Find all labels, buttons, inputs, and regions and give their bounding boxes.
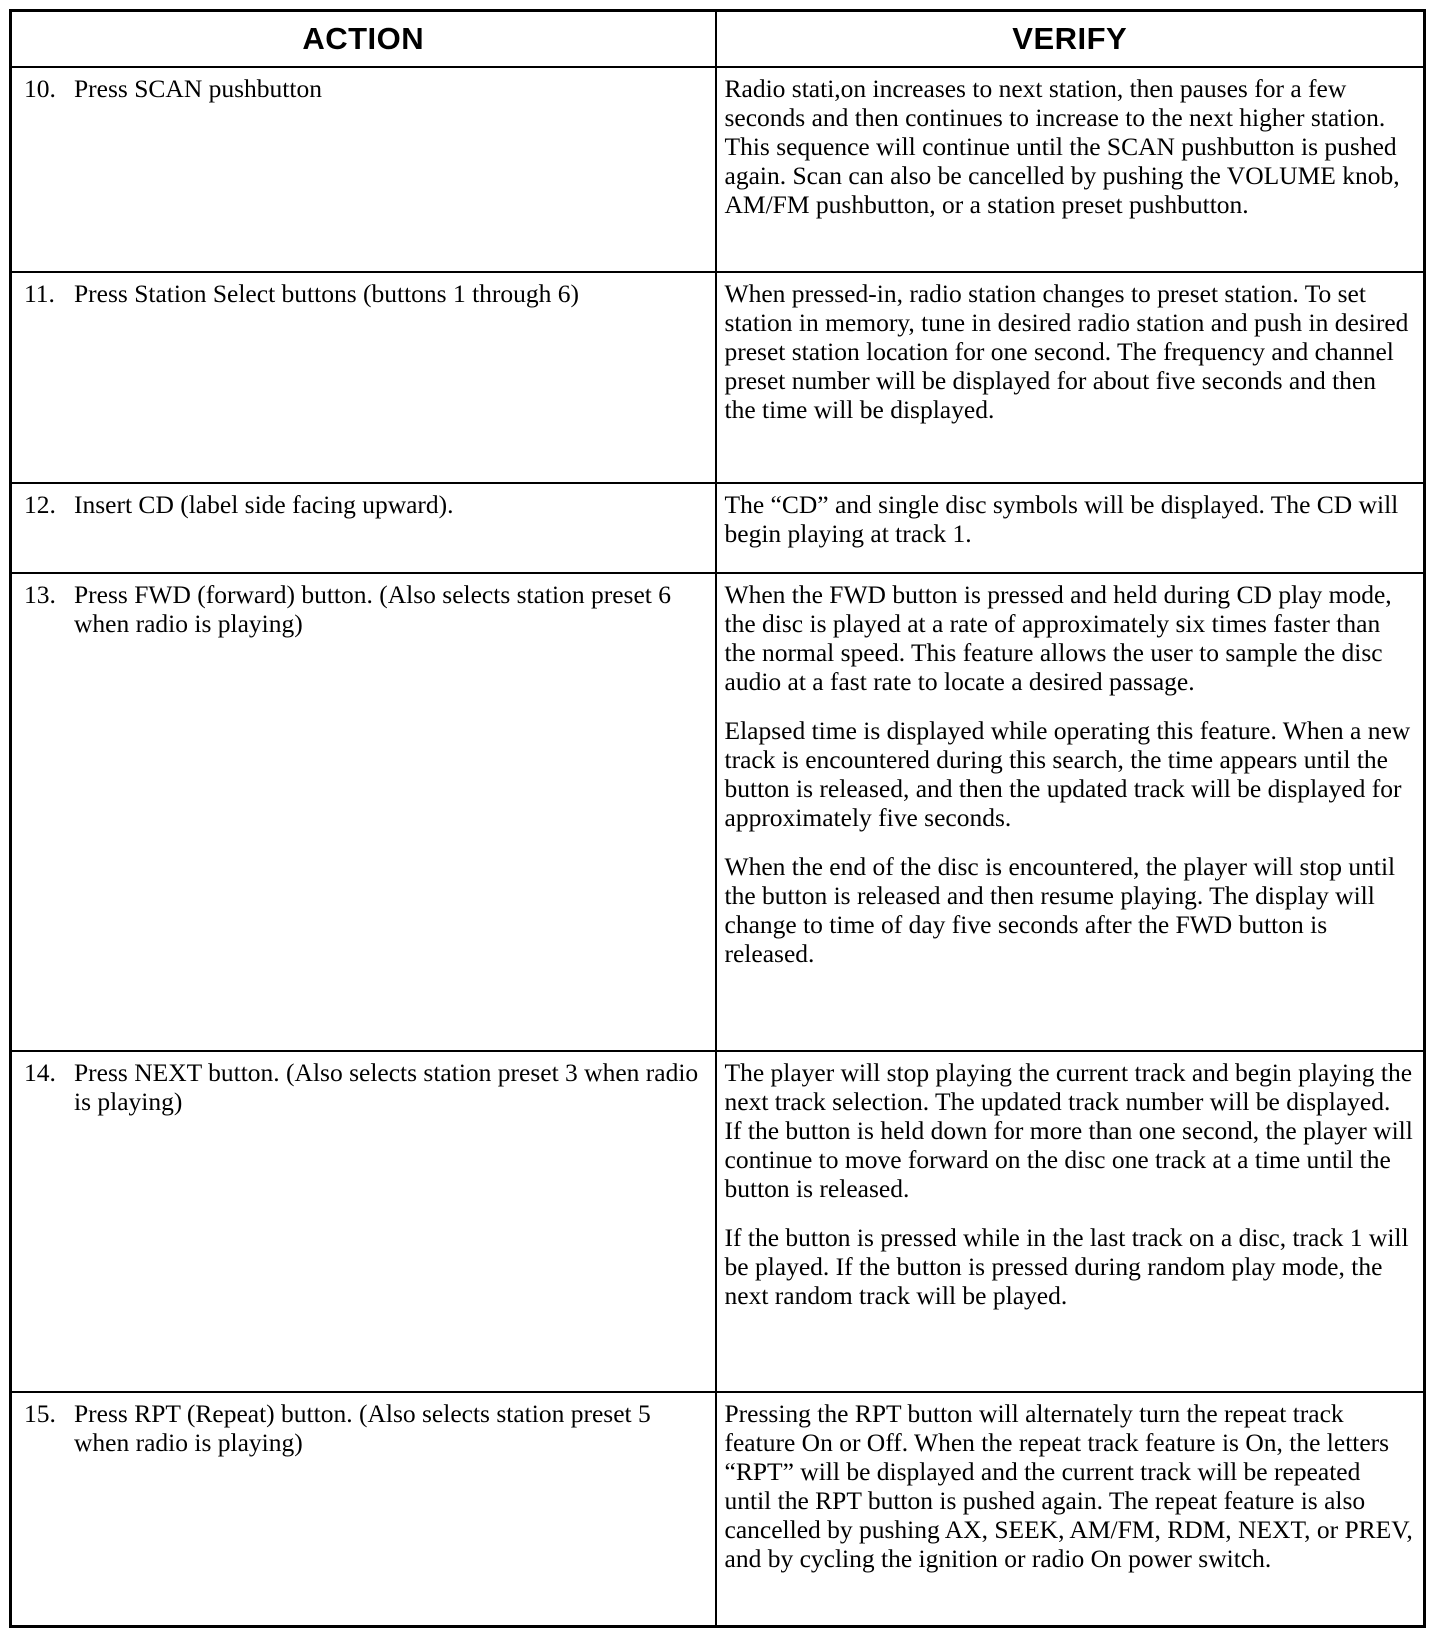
action-text: Insert CD (label side facing upward). (74, 490, 454, 519)
action-cell (11, 272, 716, 483)
action-cell (11, 573, 716, 1051)
table-row (11, 483, 1425, 573)
step-number: 10. (24, 74, 56, 103)
verify-paragraph: When pressed-in, radio station changes to preset station. To set station in memory, tune in desired radio station and push in desired preset station location for one second. The frequency and channel preset number will be displayed for about five seconds and then the time will be displayed. (724, 279, 1409, 424)
table-row (11, 1392, 1425, 1627)
procedure-table (9, 9, 1426, 1628)
verify-cell (716, 483, 1425, 573)
verify-cell (716, 67, 1425, 272)
verify-cell (716, 272, 1425, 483)
verify-paragraph: When the end of the disc is encountered, the player will stop until the button is released and then resume playing. The display will change to time of day five seconds after the FWD button is released. (724, 852, 1396, 968)
action-text: Press RPT (Repeat) button. (Also selects station preset 5 when radio is playing) (74, 1399, 651, 1457)
step-number: 12. (24, 490, 56, 519)
column-header-action: ACTION (11, 11, 716, 68)
action-text: Press FWD (forward) button. (Also selects station preset 6 when radio is playing) (74, 580, 672, 638)
verify-paragraph: Radio stati,on increases to next station, then pauses for a few seconds and then continues to increase to the next higher station. This sequence will continue until the SCAN pushbutton is pushed again. Scan can also be cancelled by pushing the VOLUME knob, AM/FM pushbutton, or a station preset pushbutton. (724, 74, 1400, 219)
table-row (11, 67, 1425, 272)
action-cell (11, 1392, 716, 1627)
verify-paragraph: Elapsed time is displayed while operating this feature. When a new track is encountered during this search, the time appears until the button is released, and then the updated track will be displayed for approximately five seconds. (724, 716, 1411, 832)
action-text: Press SCAN pushbutton (74, 74, 322, 103)
step-number: 14. (24, 1058, 56, 1087)
action-text: Press NEXT button. (Also selects station preset 3 when radio is playing) (74, 1058, 699, 1116)
action-cell (11, 1051, 716, 1392)
table-row (11, 272, 1425, 483)
action-cell (11, 483, 716, 573)
action-text: Press Station Select buttons (buttons 1 through 6) (74, 279, 580, 308)
verify-cell (716, 1392, 1425, 1627)
action-cell (11, 67, 716, 272)
table-header-row (11, 11, 1425, 68)
verify-cell (716, 1051, 1425, 1392)
table-row (11, 1051, 1425, 1392)
verify-cell (716, 573, 1425, 1051)
table-row (11, 573, 1425, 1051)
verify-paragraph: Pressing the RPT button will alternately turn the repeat track feature On or Off. When the repeat track feature is On, the letters “RPT” will be displayed and the current track will be repeated until the RPT button is pushed again. The repeat feature is also cancelled by pushing AX, SEEK, AM/FM, RDM, NEXT, or PREV, and by cycling the ignition or radio On power switch. (724, 1399, 1413, 1573)
verify-paragraph: When the FWD button is pressed and held during CD play mode, the disc is played at a rate of approximately six times faster than the normal speed. This feature allows the user to sample the disc audio at a fast rate to locate a desired passage. (724, 580, 1392, 696)
column-header-verify: VERIFY (716, 11, 1425, 68)
step-number: 15. (24, 1399, 56, 1428)
step-number: 13. (24, 580, 56, 609)
verify-paragraph: The “CD” and single disc symbols will be displayed. The CD will begin playing at track 1. (724, 490, 1399, 548)
verify-paragraph: If the button is pressed while in the last track on a disc, track 1 will be played. If the button is pressed during random play mode, the next random track will be played. (724, 1223, 1409, 1310)
verify-paragraph: The player will stop playing the current track and begin playing the next track selection. The updated track number will be displayed. If the button is held down for more than one second, the player will continue to move forward on the disc one track at a time until the button is released. (724, 1058, 1413, 1203)
step-number: 11. (24, 279, 55, 308)
